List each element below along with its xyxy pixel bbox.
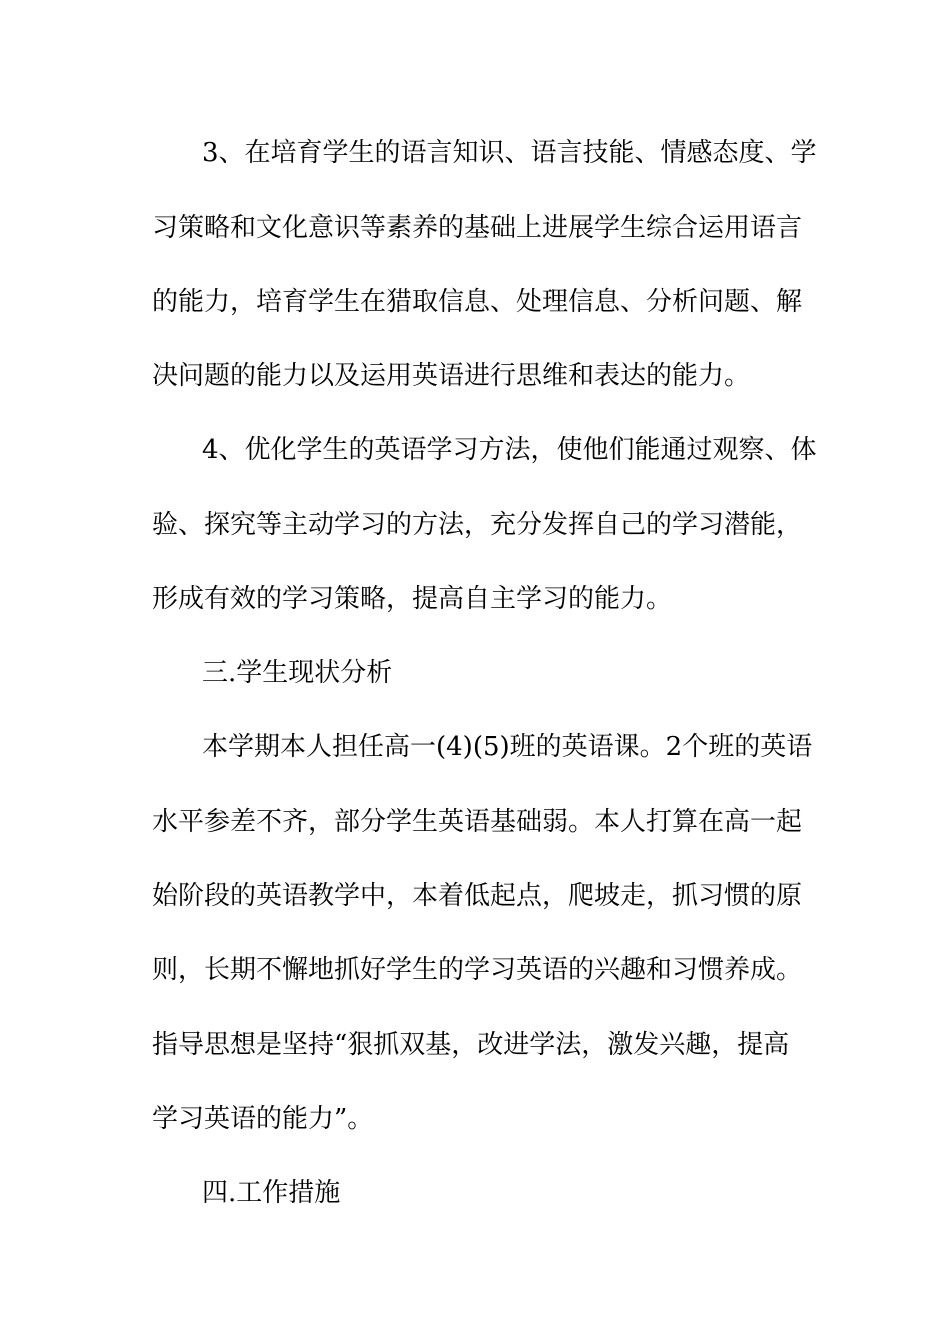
analysis-paragraph-line-5: 指导思想是坚持“狠抓双基，改进学法，激发兴趣，提高 (152, 1030, 790, 1060)
analysis-paragraph-line-1: 本学期本人担任高一(4)(5)班的英语课。2个班的英语 (202, 732, 813, 762)
section-heading-student-analysis: 三.学生现状分析 (202, 658, 393, 688)
analysis-paragraph-line-4: 则，长期不懈地抓好学生的学习英语的兴趣和习惯养成。 (152, 955, 803, 985)
analysis-paragraph-line-3: 始阶段的英语教学中，本着低起点，爬坡走，抓习惯的原 (152, 881, 803, 911)
paragraph-3-line-4: 决问题的能力以及运用英语进行思维和表达的能力。 (152, 361, 751, 391)
analysis-paragraph-line-2: 水平参差不齐，部分学生英语基础弱。本人打算在高一起 (152, 807, 803, 837)
paragraph-3-line-2: 习策略和文化意识等素养的基础上进展学生综合运用语言 (152, 213, 803, 243)
paragraph-4-line-2: 验、探究等主动学习的方法，充分发挥自己的学习潜能， (152, 510, 803, 540)
paragraph-3-line-3: 的能力，培育学生在猎取信息、处理信息、分析问题、解 (152, 287, 803, 317)
paragraph-3-line-1: 3、在培育学生的语言知识、语言技能、情感态度、学 (202, 138, 817, 168)
analysis-paragraph-line-6: 学习英语的能力”。 (152, 1104, 374, 1134)
section-heading-work-measures: 四.工作措施 (202, 1178, 341, 1208)
paragraph-4-line-1: 4、优化学生的英语学习方法，使他们能通过观察、体 (202, 435, 817, 465)
paragraph-4-line-3: 形成有效的学习策略，提高自主学习的能力。 (152, 584, 673, 614)
